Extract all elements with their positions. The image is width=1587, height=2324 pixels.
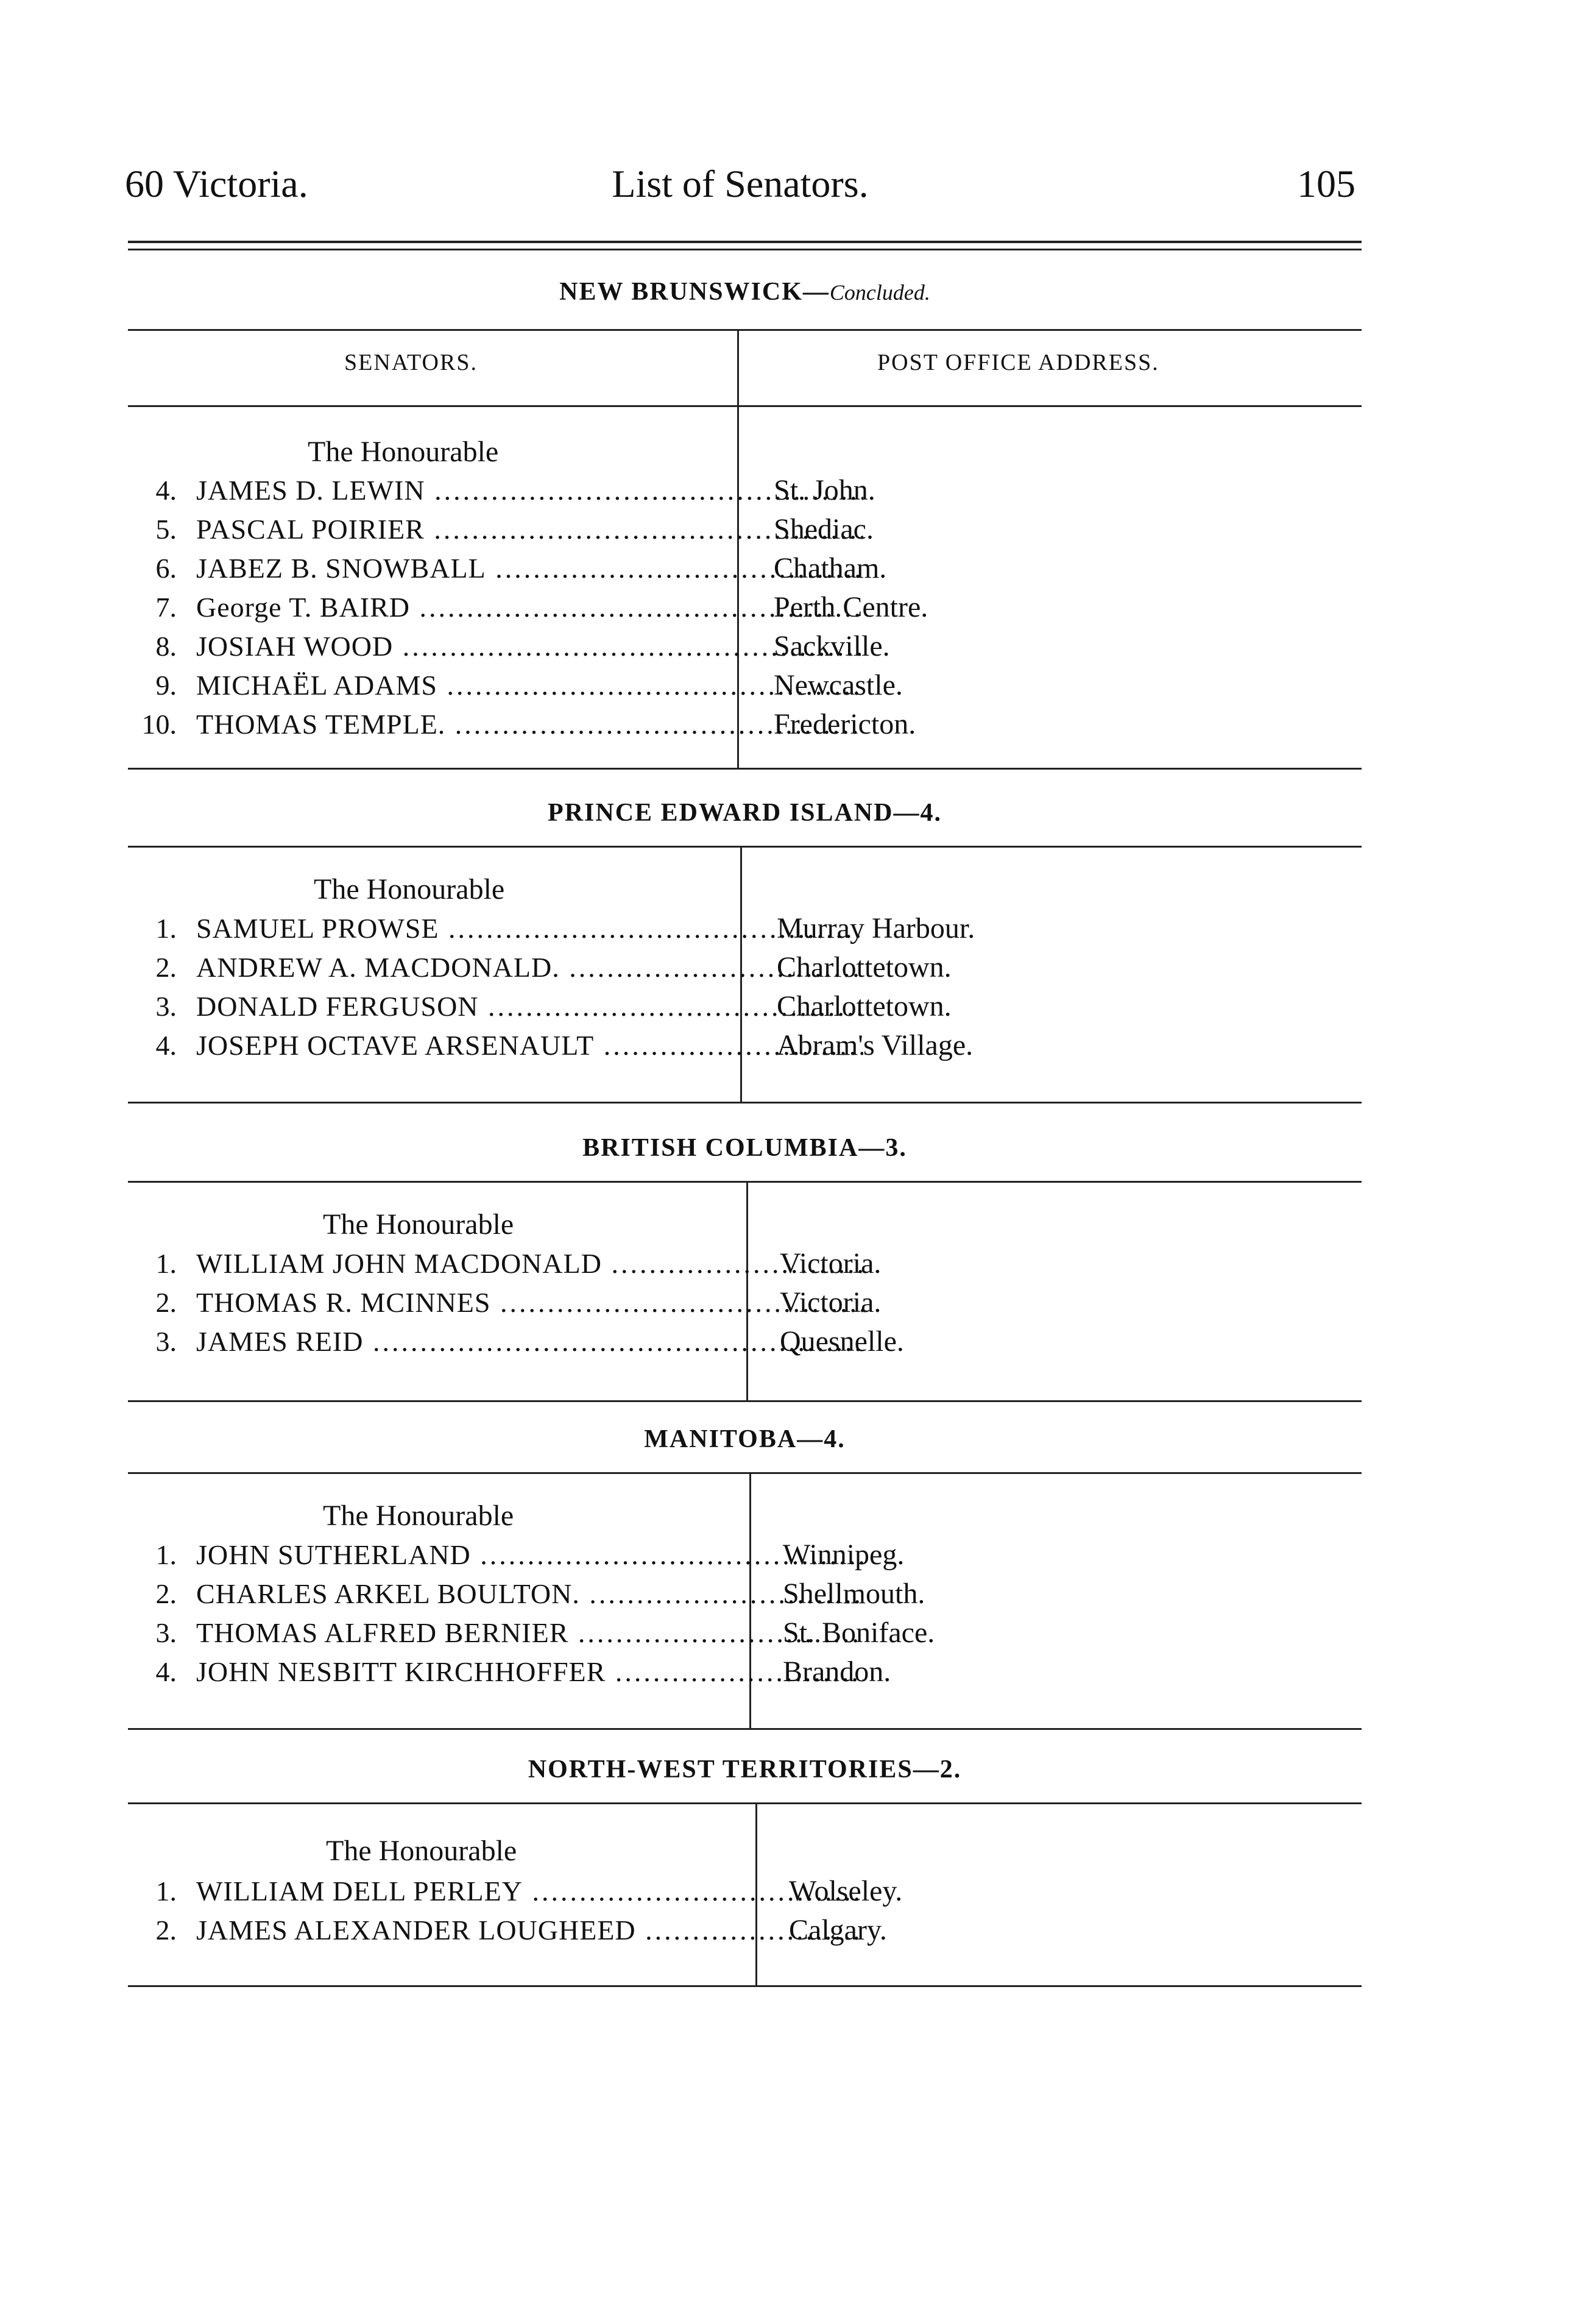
section-north-west-territories — [128, 1755, 1362, 1999]
senator-name: SAMUEL PROWSE ..... — [196, 909, 863, 948]
post-office-address: Victoria. — [780, 1286, 882, 1319]
post-office-address: Quesnelle. — [780, 1325, 904, 1358]
rule — [128, 1181, 1362, 1183]
rule — [128, 1728, 1362, 1730]
senator-row — [140, 666, 1346, 705]
section-prince-edward-island — [128, 798, 1362, 1115]
rule — [128, 846, 1362, 848]
senator-name: MICHAËL ADAMS ..... — [196, 666, 863, 705]
post-office-address: Chatham. — [774, 552, 887, 584]
rule — [128, 329, 1362, 331]
section-title-suffix: Concluded. — [829, 280, 930, 305]
senator-name: JAMES D. LEWIN ..... — [196, 471, 863, 510]
post-office-address: Brandon. — [783, 1656, 891, 1688]
senator-number: 2. — [155, 1287, 177, 1318]
senator-name: THOMAS R. MCINNES ..... — [196, 1283, 863, 1322]
post-office-address: St. Boniface. — [783, 1617, 935, 1649]
senator-row — [140, 948, 1346, 987]
honourable-label: The Honourable — [323, 1208, 514, 1241]
post-office-address: Shediac. — [774, 513, 874, 545]
senator-row — [140, 1872, 1346, 1911]
senator-name: JOHN NESBITT KIRCHHOFFER ..... — [196, 1653, 863, 1692]
section-new-brunswick — [128, 277, 1362, 771]
section-manitoba — [128, 1425, 1362, 1741]
senator-row — [140, 1322, 1346, 1361]
senator-number: 7. — [155, 592, 177, 623]
senator-row — [140, 1575, 1346, 1614]
section-british-columbia — [128, 1133, 1362, 1420]
senator-row — [140, 705, 1346, 744]
post-office-address: Abram's Village. — [777, 1029, 974, 1061]
senator-number: 1. — [155, 1248, 177, 1279]
senator-name: ANDREW A. MACDONALD. ..... — [196, 948, 863, 987]
honourable-label: The Honourable — [308, 436, 499, 468]
senator-name: JAMES REID ..... — [196, 1322, 863, 1361]
page-header — [125, 161, 1355, 216]
column-header-address: POST OFFICE ADDRESS. — [877, 350, 1159, 375]
senator-row — [140, 549, 1346, 588]
senator-number: 1. — [155, 1876, 177, 1907]
rule — [128, 1985, 1362, 1987]
senator-number: 3. — [155, 991, 177, 1022]
senator-row — [140, 909, 1346, 948]
senator-number: 3. — [155, 1326, 177, 1357]
senator-name: WILLIAM DELL PERLEY ..... — [196, 1872, 863, 1911]
senator-row — [140, 1536, 1346, 1575]
senator-number: 6. — [155, 553, 177, 584]
senator-name: THOMAS TEMPLE. ..... — [196, 705, 863, 744]
post-office-address: Newcastle. — [774, 669, 903, 701]
senator-number: 9. — [155, 670, 177, 701]
senator-number: 8. — [155, 631, 177, 662]
section-title-text: NEW BRUNSWICK— — [559, 278, 830, 306]
post-office-address: Fredericton. — [774, 708, 916, 740]
section-title: PRINCE EDWARD ISLAND—4. — [548, 799, 942, 827]
senator-name: DONALD FERGUSON ..... — [196, 987, 863, 1026]
section-title: MANITOBA—4. — [644, 1425, 846, 1453]
senator-name: JOSEPH OCTAVE ARSENAULT ..... — [196, 1026, 863, 1065]
senator-row — [140, 1653, 1346, 1692]
post-office-address: Shellmouth. — [783, 1578, 925, 1610]
senator-row — [140, 1026, 1346, 1065]
post-office-address: Murray Harbour. — [777, 912, 975, 944]
senator-row — [140, 1283, 1346, 1322]
section-title: BRITISH COLUMBIA—3. — [582, 1134, 907, 1162]
senator-row — [140, 627, 1346, 666]
column-header-senators: SENATORS. — [344, 350, 478, 375]
senator-number: 4. — [155, 1656, 177, 1687]
senator-number: 2. — [155, 1915, 177, 1946]
senator-row — [140, 1614, 1346, 1653]
page-title: List of Senators. — [612, 162, 869, 205]
senator-name: JAMES ALEXANDER LOUGHEED ..... — [196, 1911, 863, 1950]
honourable-label: The Honourable — [314, 873, 505, 905]
honourable-label: The Honourable — [326, 1835, 517, 1867]
senator-number: 3. — [155, 1617, 177, 1648]
senator-number: 1. — [155, 913, 177, 944]
senator-row — [140, 1244, 1346, 1283]
rule — [128, 768, 1362, 770]
senator-number: 1. — [155, 1539, 177, 1570]
senator-row — [140, 471, 1346, 510]
post-office-address: Perth Centre. — [774, 591, 928, 623]
senator-row — [140, 1911, 1346, 1950]
senator-number: 10. — [141, 709, 177, 740]
senator-name: JOHN SUTHERLAND ..... — [196, 1536, 863, 1575]
rule — [128, 1802, 1362, 1804]
post-office-address: Winnipeg. — [783, 1539, 905, 1571]
senator-row — [140, 510, 1346, 549]
senator-row — [140, 588, 1346, 627]
post-office-address: St. John. — [774, 474, 875, 506]
post-office-address: Charlottetown. — [777, 951, 952, 983]
session-label: 60 Victoria. — [125, 162, 308, 205]
senator-name: JOSIAH WOOD ..... — [196, 627, 863, 666]
section-title — [128, 277, 1362, 306]
senator-number: 4. — [155, 1030, 177, 1061]
senator-number: 2. — [155, 952, 177, 983]
section-title: NORTH-WEST TERRITORIES—2. — [528, 1755, 962, 1784]
rule — [128, 405, 1362, 407]
post-office-address: Charlottetown. — [777, 990, 952, 1022]
senator-number: 5. — [155, 514, 177, 545]
post-office-address: Calgary. — [789, 1914, 887, 1946]
rule — [128, 1472, 1362, 1474]
rule — [128, 1400, 1362, 1402]
rule — [128, 1102, 1362, 1104]
senator-row — [140, 987, 1346, 1026]
header-double-rule — [128, 241, 1362, 250]
senator-name: JABEZ B. SNOWBALL ..... — [196, 549, 863, 588]
post-office-address: Wolseley. — [789, 1875, 903, 1907]
senator-number: 4. — [155, 475, 177, 506]
senator-name: WILLIAM JOHN MACDONALD ..... — [196, 1244, 863, 1283]
honourable-label: The Honourable — [323, 1500, 514, 1532]
page-number: 105 — [1297, 162, 1355, 205]
senator-name: CHARLES ARKEL BOULTON. ..... — [196, 1575, 863, 1614]
senator-name: PASCAL POIRIER ..... — [196, 510, 863, 549]
senator-name: THOMAS ALFRED BERNIER ..... — [196, 1614, 863, 1653]
post-office-address: Victoria. — [780, 1247, 882, 1280]
senator-name: George T. BAIRD ..... — [196, 588, 863, 627]
post-office-address: Sackville. — [774, 630, 890, 662]
senator-number: 2. — [155, 1578, 177, 1609]
